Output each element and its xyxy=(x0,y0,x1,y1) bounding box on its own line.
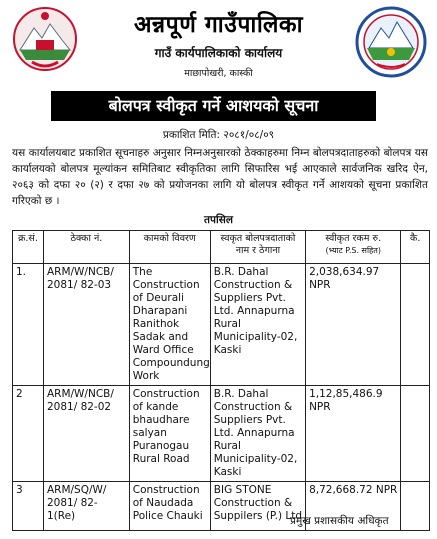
header-bidder: स्वकृत बोलपत्रदाताको नाम र ठेगाना xyxy=(210,231,305,264)
cell-bidder: B.R. Dahal Construction & Suppliers Pvt. Ltd. Annapurna Rural Municipality-02, Kaski xyxy=(210,264,305,386)
office-address: माछापोखरी, कास्की xyxy=(184,68,253,79)
cell-sn: 1. xyxy=(13,264,44,386)
cell-remarks xyxy=(401,482,430,531)
cell-work: The Construction of Deurali Dharapani Ranithok Sadak and Ward Office Compoundung Work xyxy=(129,264,210,386)
cell-ref: ARM/W/NCB/ 2081/ 82-03 xyxy=(43,264,129,386)
header-ref: ठेक्का नं. xyxy=(43,231,129,264)
cell-work: Construction of Naudada Police Chauki xyxy=(129,482,210,531)
header-sn: क्र.सं. xyxy=(13,231,44,264)
header xyxy=(0,0,437,88)
cell-remarks xyxy=(401,386,430,482)
cell-ref: ARM/SQ/W/ 2081/ 82-1(Re) xyxy=(43,482,129,531)
header-amount-label: स्वीकृत रकम रु. xyxy=(325,233,382,244)
municipality-logo-icon xyxy=(355,6,427,78)
cell-sn: 2 xyxy=(13,386,44,482)
cell-work: Construction of kande bhaudhare salyan Puranogau Rural Road xyxy=(129,386,210,482)
cell-amount: 2,038,634.97 NPR xyxy=(306,264,401,386)
table-header-row xyxy=(13,231,430,264)
cell-bidder: B.R. Dahal Construction & Suppliers Pvt. Ltd. Annapurna Rural Municipality-02, Kaski xyxy=(210,386,305,482)
org-name: अन्नपूर्ण गाउँपालिका xyxy=(133,12,304,38)
header-amount xyxy=(306,231,401,264)
notice-title: बोलपत्र स्वीकृत गर्ने आशयको सूचना xyxy=(51,91,376,121)
cell-remarks xyxy=(401,264,430,386)
cell-ref: ARM/W/NCB/ 2081/ 82-02 xyxy=(43,386,129,482)
header-amount-sub: (भ्याट P.S. सहित) xyxy=(325,246,381,255)
office-name: गाउँ कार्यपालिकाको कार्यालय xyxy=(154,46,283,60)
table-row xyxy=(13,264,430,386)
notice-body: यस कार्यालयबाट प्रकाशित सूचनाहरु अनुसार निम्नअनुसारको ठेक्काहरुमा निम्न बोलपत्रदाताहरुको बोलपत्र यस कार्यालयको बोलपत्र मूल्यांकन समितिबाट स्वीकृतिका लागि सिफारिस भई आएकाले सार्वजनिक खरिद ऐन, २०६३ को दफा २० (२) र दफा २७ को प्रयोजनका लागि यो बोलपत्र स्वीकृत गर्ने आशयको सूचना प्रकाशित गरिएको छ । xyxy=(12,147,428,207)
signature-title: प्रमुख प्रशासकीय अधिकृत xyxy=(290,515,389,527)
nepal-emblem-icon xyxy=(12,6,78,72)
cell-bidder: BIG STONE Construction & Suppilers (P.) Ltd xyxy=(210,482,305,531)
cell-amount: 1,12,85,486.9 NPR xyxy=(306,386,401,482)
award-table xyxy=(12,230,430,531)
header-work: कामको विवरण xyxy=(129,231,210,264)
cell-sn: 3 xyxy=(13,482,44,531)
schedule-title: तपसिल xyxy=(204,214,233,226)
header-remarks: कै. xyxy=(401,231,430,264)
table-row xyxy=(13,386,430,482)
published-date: प्रकाशित मिति: २०८१/०८/०९ xyxy=(162,129,275,141)
cell-amount: 8,72,668.72 NPR xyxy=(306,482,401,531)
